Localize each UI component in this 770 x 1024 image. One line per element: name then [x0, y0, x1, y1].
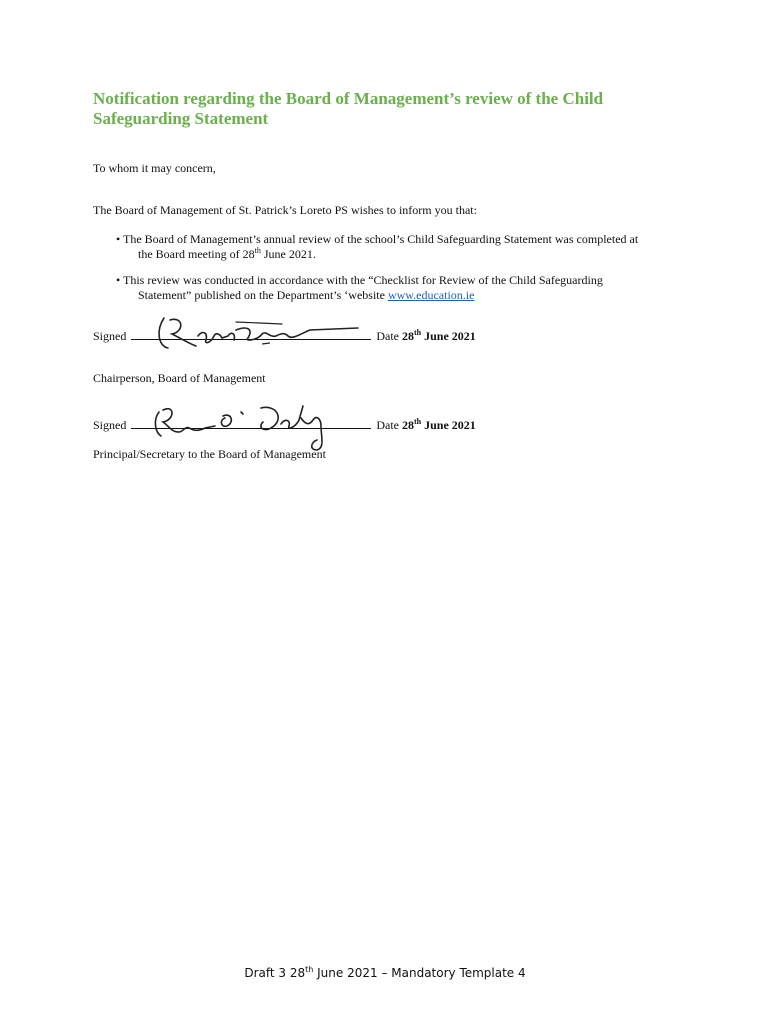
date-label: Date — [376, 418, 399, 432]
bullet-text: • This review was conducted in accordance with the “Checklist for Review of the Child Safeguarding — [116, 273, 603, 287]
signed-label: Signed — [93, 418, 127, 432]
chairperson-role: Chairperson, Board of Management — [93, 371, 266, 385]
date-label: Date — [376, 329, 399, 343]
signature-date: 28th June 2021 — [402, 417, 476, 432]
bullet-text: • The Board of Management’s annual review of the school’s Child Safeguarding Statement was completed at — [116, 232, 639, 246]
meeting-text: the Board meeting of 28 — [138, 247, 255, 261]
intro-paragraph: The Board of Management of St. Patrick’s Loreto PS wishes to inform you that: — [93, 203, 477, 217]
ordinal-sup: th — [254, 246, 261, 255]
statement-text: Statement” published on the Department’s ‘website — [138, 288, 388, 302]
page-title: Notification regarding the Board of Management’s review of the Child Safeguarding Statement — [93, 89, 604, 128]
footer-sup: th — [305, 965, 314, 974]
signed-label: Signed — [93, 329, 127, 343]
bullet-checklist — [116, 273, 676, 303]
meeting-date-text: June 2021. — [260, 247, 316, 261]
footer-text: Draft 3 28 — [244, 966, 306, 980]
education-link[interactable]: www.education.ie — [387, 288, 475, 302]
principal-role: Principal/Secretary to the Board of Management — [93, 447, 326, 461]
footer-text-rest: June 2021 – Mandatory Template 4 — [313, 966, 526, 980]
signature-date: 28th June 2021 — [402, 328, 476, 343]
chairperson-signature-image — [150, 310, 370, 355]
bullet-continuation — [116, 247, 676, 262]
page-footer — [0, 966, 770, 980]
bullet-continuation — [116, 288, 676, 303]
salutation: To whom it may concern, — [93, 161, 216, 175]
bullet-review-completed — [116, 232, 676, 262]
